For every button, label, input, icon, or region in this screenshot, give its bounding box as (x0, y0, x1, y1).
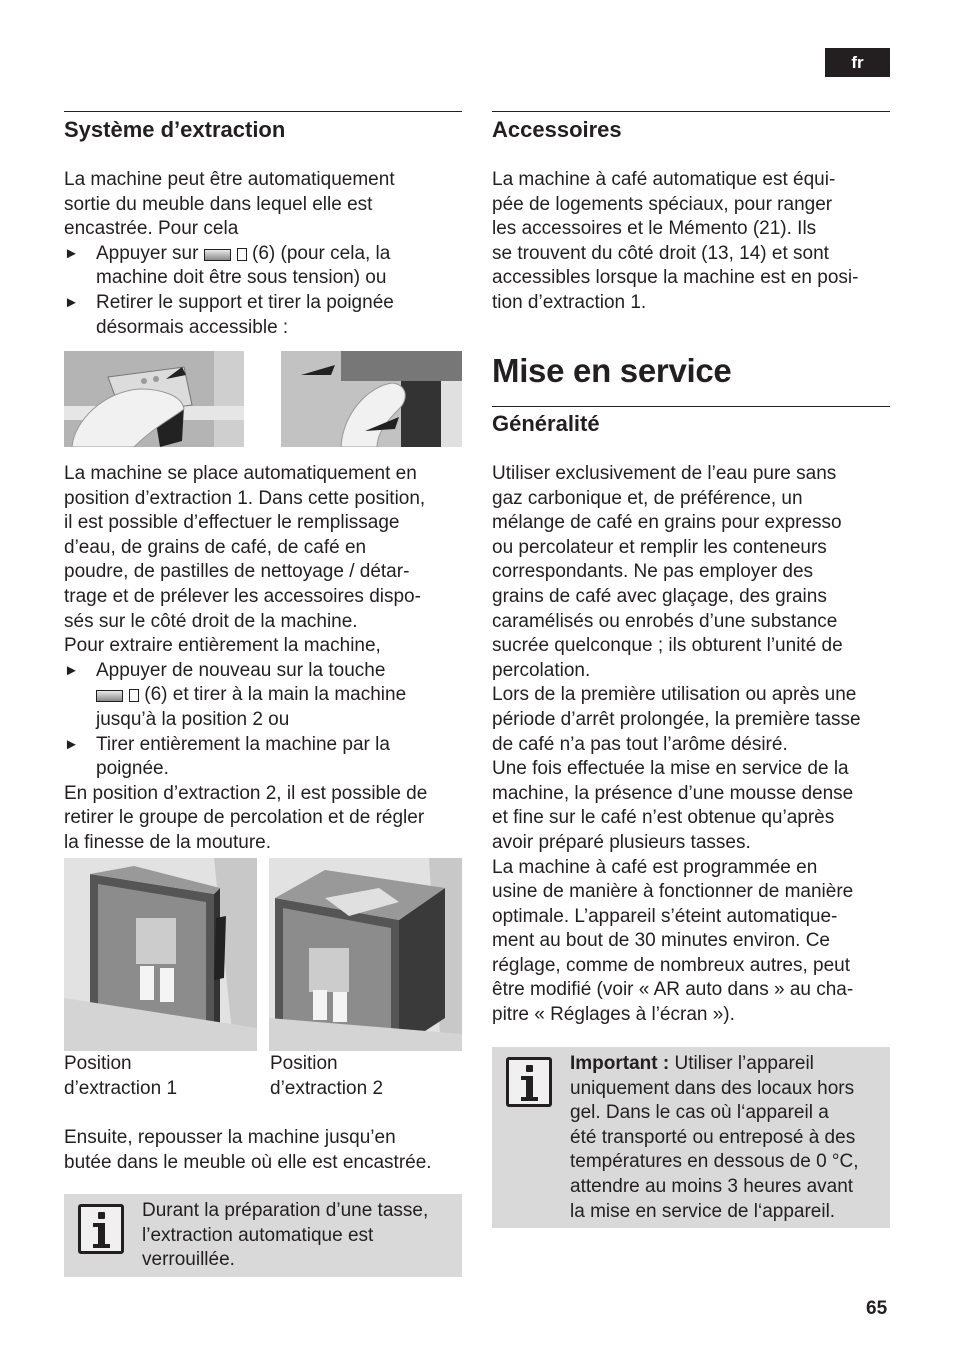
extraction-position-paragraph: La machine se place automatiquement en position d’extraction 1. Dans cette position, il est possible d’effectuer le remplissage d’eau, de grains de café, de café en poudre, de pastilles de nettoyage / détar- trage et de prélever les accessoires dispo- sés sur le côté droit de la machine. Pour extraire entièrement la machine, ► Appuyer de nouveau sur la touche (6) et tirer à la main la machine jusqu’à la position 2 ou ► Tirer entièrement la machine par la poignée. En position d’extraction 2, il est possible de retirer le groupe de percolation et de régler la finesse de la mouture. (64, 463, 428, 853)
bullet-pull-handle: ► Retirer le support et tirer la poignée (64, 291, 395, 316)
photo-extraction-position-1 (64, 858, 257, 1051)
info-note-box: Durant la préparation d’une tasse, l’extraction automatique est verrouillée. (64, 1194, 462, 1277)
arrow-bullet-icon: ► (64, 661, 79, 679)
heading-accessories: Accessoires (492, 117, 622, 142)
bullet-press-again: ► Appuyer de nouveau sur la touche (64, 659, 427, 684)
accessories-paragraph: La machine à café automatique est équi- pée de logements spéciaux, pour ranger les accessoires et le Mémento (21). Ils se trouvent du côté droit (13, 14) et sont accessibles lorsque la machine est en posi- tion d’extraction 1. (492, 169, 859, 313)
heading-rule (64, 111, 462, 112)
bullet-pull-fully: ► Tirer entièrement la machine par la (64, 733, 427, 758)
language-tab: fr (825, 48, 890, 77)
photo-extraction-position-2 (269, 858, 462, 1051)
intro-paragraph: La machine peut être automatiquement sortie du meuble dans lequel elle est encastrée. Pour cela ► Appuyer sur (6) (pour cela, la machine doit être sous tension) ou ► Retirer le support et tirer la poignée désormais accessible : (64, 169, 395, 338)
heading-extraction-system: Système d’extraction (64, 117, 286, 142)
caption-position-1: Position d’extraction 1 (64, 1053, 178, 1099)
section-title: Mise en service (492, 352, 732, 389)
extraction-button-icon (204, 244, 247, 269)
push-back-paragraph: Ensuite, repousser la machine jusqu’en butée dans le meuble où elle est encastrée. (64, 1127, 432, 1173)
bullet-press-button: ► Appuyer sur (6) (pour cela, la (64, 242, 395, 267)
important-note-box: Important : Utiliser l’appareil uniquement dans des locaux hors gel. Dans le cas où l‘appareil a été transporté ou entreposé à des températures en dessous de 0 °C, attendre au moins 3 heures avant la mise en service de l‘appareil. (492, 1047, 890, 1228)
info-icon (506, 1057, 552, 1107)
arrow-bullet-icon: ► (64, 735, 79, 753)
extraction-button-icon (96, 685, 139, 710)
page-number: 65 (866, 1298, 888, 1319)
arrow-bullet-icon: ► (64, 293, 79, 311)
heading-rule (492, 111, 890, 112)
photo-press-button (64, 351, 244, 447)
heading-generality: Généralité (492, 411, 600, 436)
caption-position-2: Position d’extraction 2 (270, 1053, 384, 1099)
info-icon (78, 1204, 124, 1254)
photo-pull-handle (281, 351, 462, 447)
arrow-bullet-icon: ► (64, 244, 79, 262)
section-rule (492, 406, 890, 407)
generality-paragraph: Utiliser exclusivement de l’eau pure sans gaz carbonique et, de préférence, un mélange de café en grains pour expresso ou percolateur et remplir les conteneurs correspondants. Ne pas employer des grains de café avec glaçage, des grains caramélisés ou enrobés d’une substance sucrée quelconque ; ils obturent l’unité de percolation. Lors de la première utilisation ou après une période d’arrêt prolongée, la première tasse de café n’a pas tout l’arôme désiré. Une fois effectuée la mise en service de la machine, la présence d’une mousse dense et fine sur le café n’est obtenue qu’après avoir préparé plusieurs tasses. La machine à café est programmée en usine de manière à fonctionner de manière optimale. L’appareil s’éteint automatique- ment au bout de 30 minutes environ. Ce réglage, comme de nombreux autres, peut être modifié (voir « AR auto dans » au cha- pitre « Réglages à l’écran »). (492, 463, 861, 1026)
